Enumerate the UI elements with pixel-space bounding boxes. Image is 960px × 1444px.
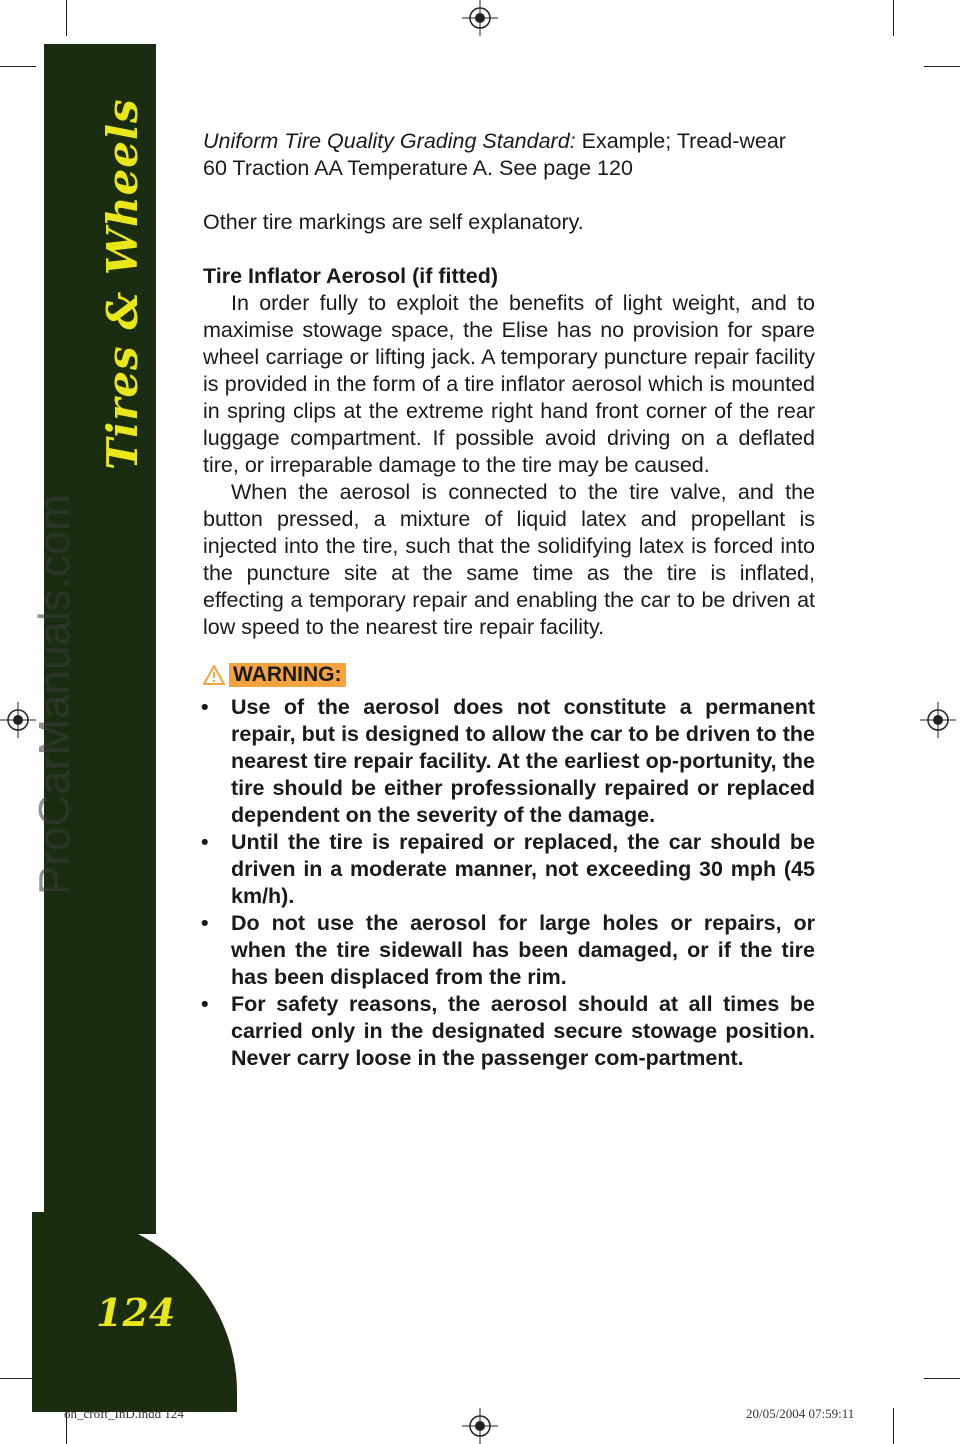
- warning-item: • Until the tire is repaired or replaced, the car should be driven in a moderate manner, not exceeding 30 mph (45 km/h).: [201, 829, 815, 910]
- crop-mark: [924, 1378, 960, 1379]
- warning-label: WARNING:: [229, 663, 346, 687]
- registration-mark-icon: [462, 1408, 498, 1444]
- crop-mark: [924, 66, 960, 67]
- section-title: Tires & Wheels: [98, 98, 147, 470]
- footer-file: oh_croft_InD.indd 124: [64, 1406, 184, 1421]
- warning-triangle-icon: [203, 665, 225, 685]
- warning-item: • Use of the aerosol does not constitute a permanent repair, but is designed to allow the car to be driven to the nearest tire repair facility. At the earliest op-portunity, the tire should be either professionally repaired or replaced dependent on the severity of the damage.: [201, 694, 815, 829]
- utqg-text: Example; Tread-wear 60 Traction AA Temperature A. See page 120: [203, 129, 786, 180]
- warning-header: [203, 663, 346, 687]
- watermark: ProCarManuals.com: [30, 493, 79, 895]
- crop-mark: [0, 66, 36, 67]
- page-content: [203, 128, 815, 1072]
- crop-mark: [0, 1378, 36, 1379]
- utqg-paragraph: [203, 128, 815, 182]
- inflator-paragraph-2: When the aerosol is connected to the tire valve, and the button pressed, a mixture of liquid latex and propellant is injected into the tire, such that the solidifying latex is forced into the puncture site at the same time as the tire is inflated, effecting a temporary repair and enabling the car to be driven at low speed to the nearest tire repair facility.: [203, 480, 815, 639]
- registration-mark-icon: [920, 702, 956, 738]
- crop-mark: [893, 0, 894, 36]
- warning-list: [203, 694, 815, 1072]
- registration-mark-icon: [462, 0, 498, 36]
- other-markings-text: Other tire markings are self explanatory.: [203, 210, 584, 234]
- page-number: 124: [96, 1290, 176, 1335]
- utqg-label: Uniform Tire Quality Grading Standard:: [203, 129, 576, 153]
- crop-mark: [893, 1408, 894, 1444]
- warning-item: • Do not use the aerosol for large holes or repairs, or when the tire sidewall has been damaged, or if the tire has been displaced from the rim.: [201, 910, 815, 991]
- inflator-heading: Tire Inflator Aerosol (if fitted): [203, 264, 499, 288]
- warning-item: • For safety reasons, the aerosol should at all times be carried only in the designated secure stowage position. Never carry loose in the passenger com-partment.: [201, 991, 815, 1072]
- crop-mark: [66, 0, 67, 36]
- footer-timestamp: 20/05/2004 07:59:11: [746, 1406, 855, 1421]
- inflator-paragraph-1: In order fully to exploit the benefits of light weight, and to maximise stowage space, the Elise has no provision for spare wheel carriage or lifting jack. A temporary puncture repair facility is provided in the form of a tire inflator aerosol which is mounted in spring clips at the extreme right hand front corner of the rear luggage compartment. If possible avoid driving on a deflated tire, or irreparable damage to the tire may be caused.: [203, 291, 815, 477]
